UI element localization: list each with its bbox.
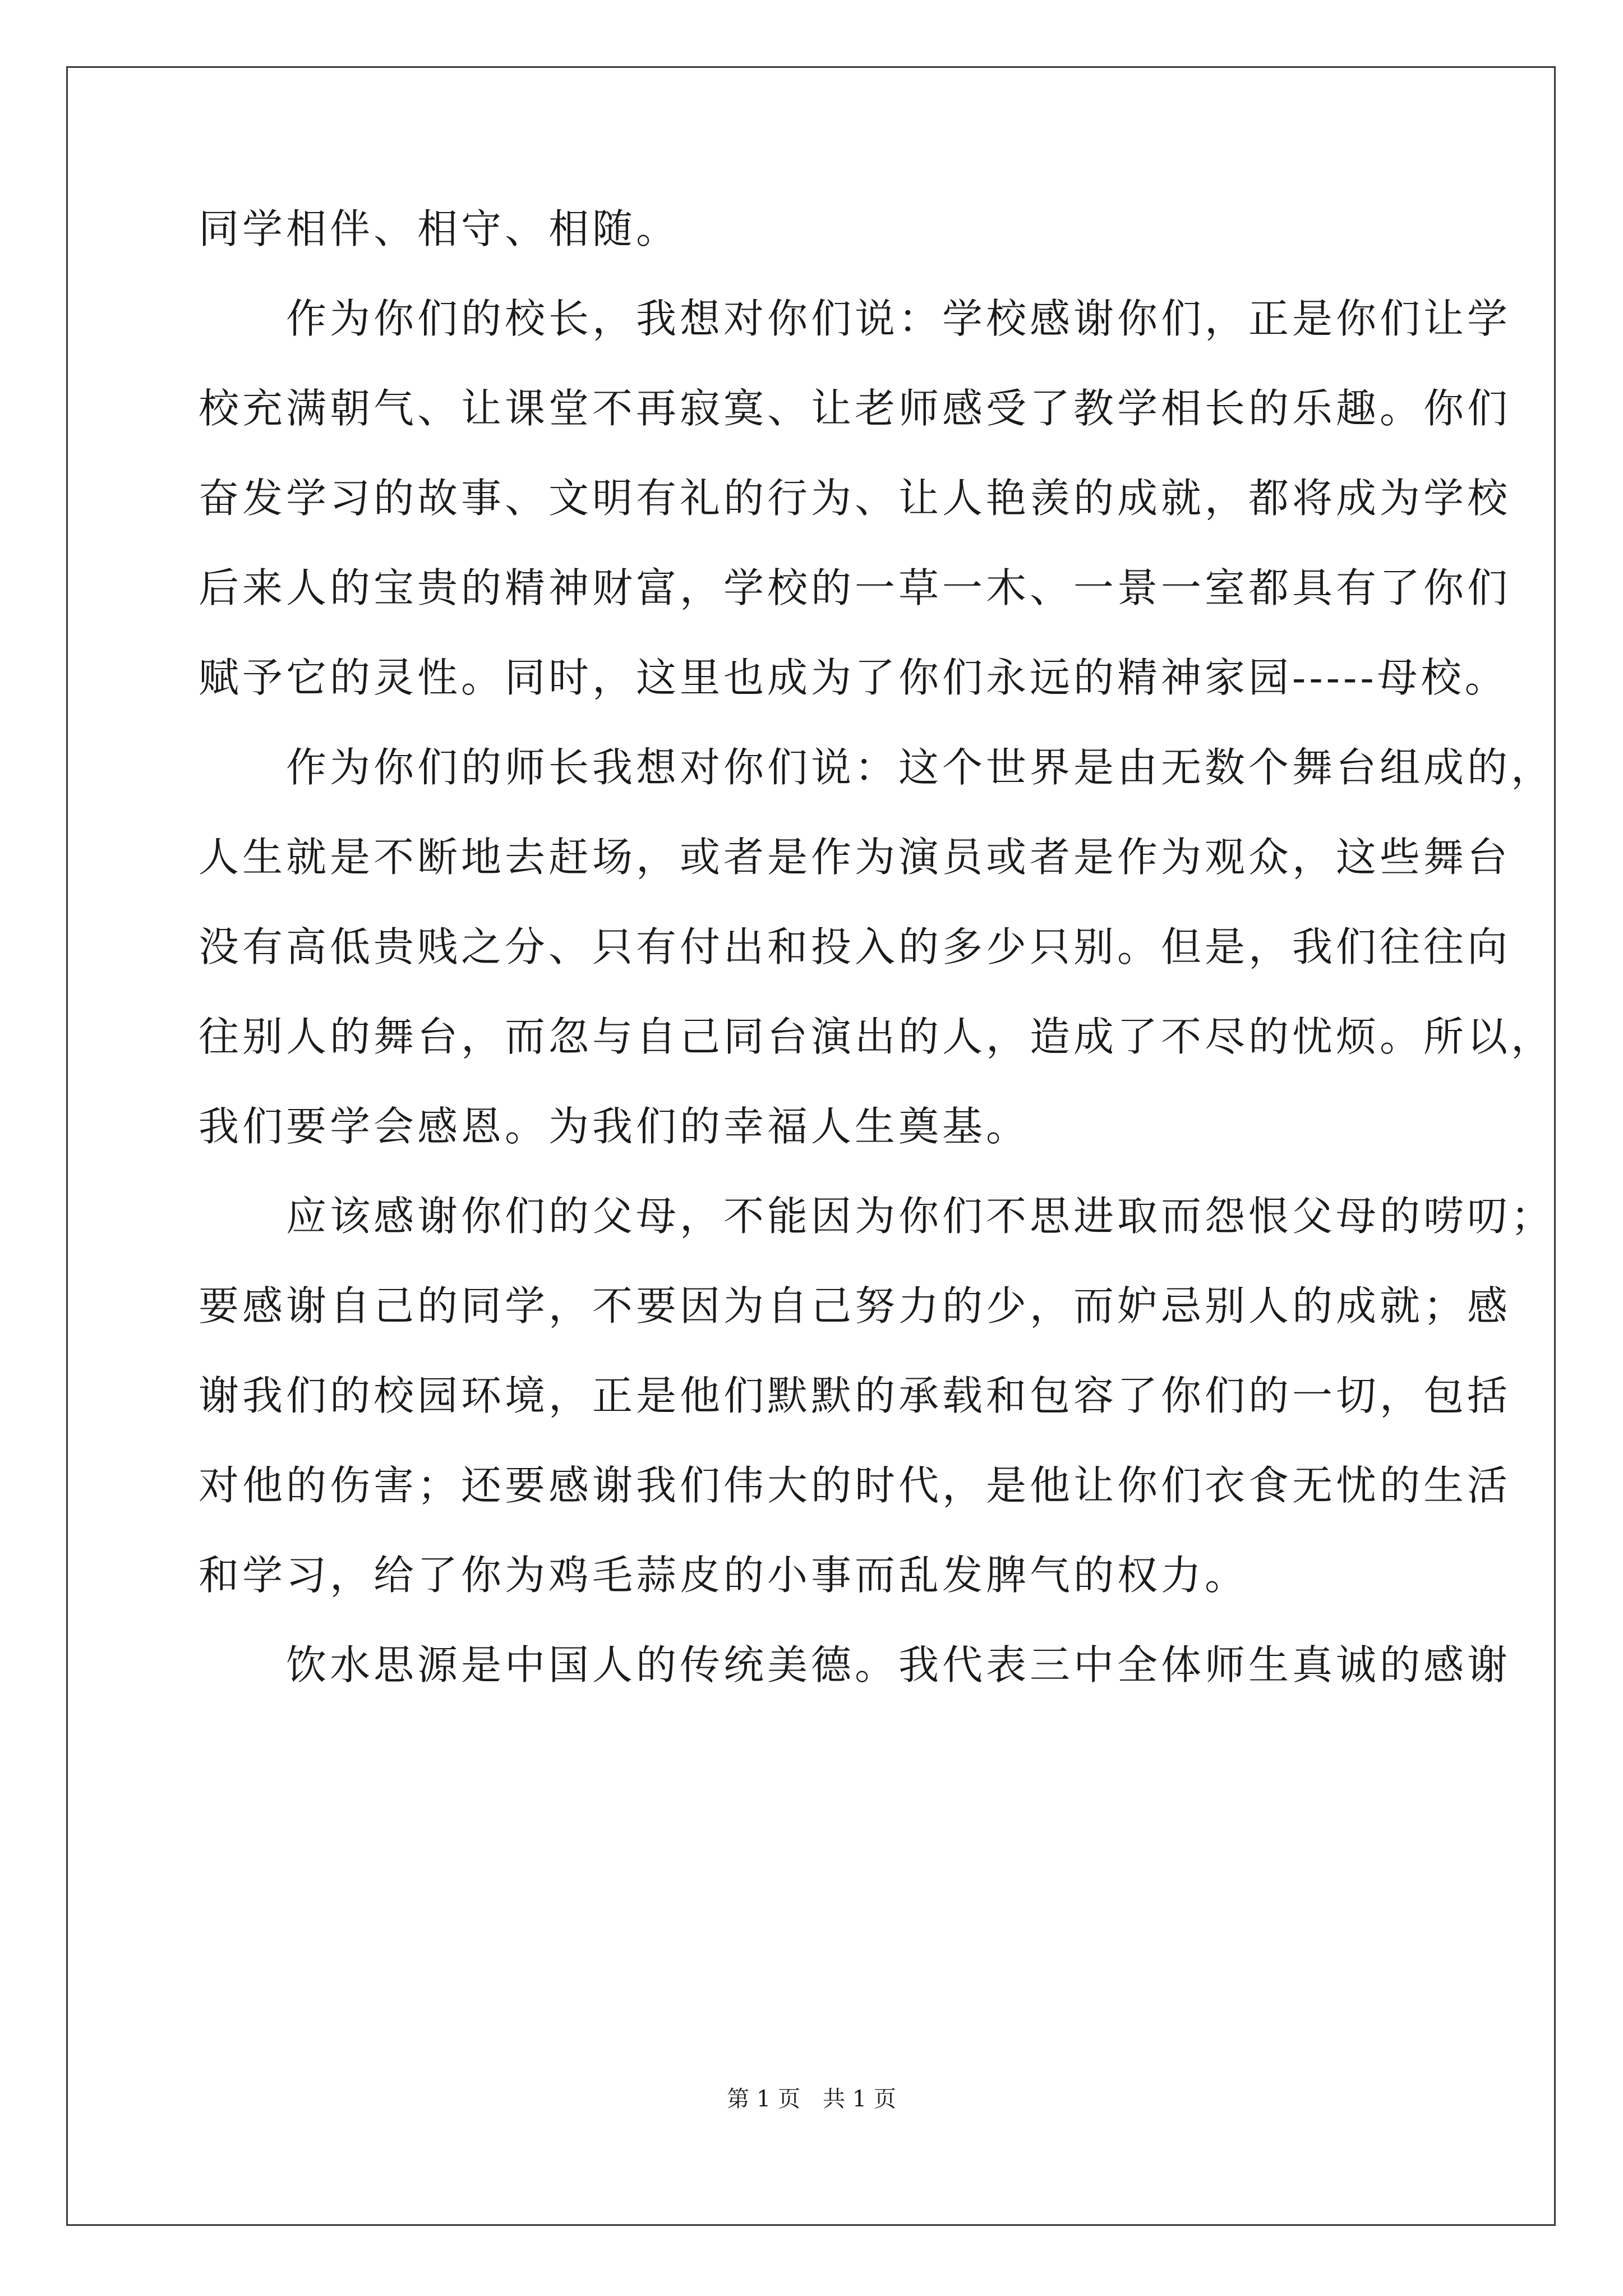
page-number-footer: 第 1 页 共 1 页 <box>727 2086 896 2112</box>
text-line: 作为你们的师长我想对你们说：这个世界是由无数个舞台组成的， <box>199 744 1555 791</box>
text-line: 没有高低贵贱之分、只有付出和投入的多少只别。但是，我们往往向 <box>199 923 1511 970</box>
text-line: 对他的伤害；还要感谢我们伟大的时代，是他让你们衣食无忧的生活 <box>199 1462 1511 1509</box>
text-line: 作为你们的校长，我想对你们说：学校感谢你们，正是你们让学 <box>199 295 1511 342</box>
text-line: 往别人的舞台，而忽与自己同台演出的人，造成了不尽的忧烦。所以， <box>199 1013 1555 1060</box>
text-line: 同学相伴、相守、相随。 <box>199 205 680 252</box>
text-line: 和学习，给了你为鸡毛蒜皮的小事而乱发脾气的权力。 <box>199 1552 1249 1599</box>
text-line: 谢我们的校园环境，正是他们默默的承载和包容了你们的一切，包括 <box>199 1372 1511 1419</box>
text-line: 奋发学习的故事、文明有礼的行为、让人艳羡的成就，都将成为学校 <box>199 475 1511 522</box>
text-line: 饮水思源是中国人的传统美德。我代表三中全体师生真诚的感谢 <box>199 1641 1511 1688</box>
text-line: 校充满朝气、让课堂不再寂寞、让老师感受了教学相长的乐趣。你们 <box>199 385 1511 432</box>
text-line: 人生就是不断地去赶场，或者是作为演员或者是作为观众，这些舞台 <box>199 834 1511 881</box>
text-line: 赋予它的灵性。同时，这里也成为了你们永远的精神家园-----母校。 <box>199 654 1509 701</box>
text-line: 我们要学会感恩。为我们的幸福人生奠基。 <box>199 1103 1030 1150</box>
text-line: 后来人的宝贵的精神财富，学校的一草一木、一景一室都具有了你们 <box>199 564 1511 611</box>
text-line: 应该感谢你们的父母，不能因为你们不思进取而怨恨父母的唠叨； <box>199 1193 1555 1240</box>
text-line: 要感谢自己的同学，不要因为自己努力的少，而妒忌别人的成就；感 <box>199 1282 1511 1329</box>
